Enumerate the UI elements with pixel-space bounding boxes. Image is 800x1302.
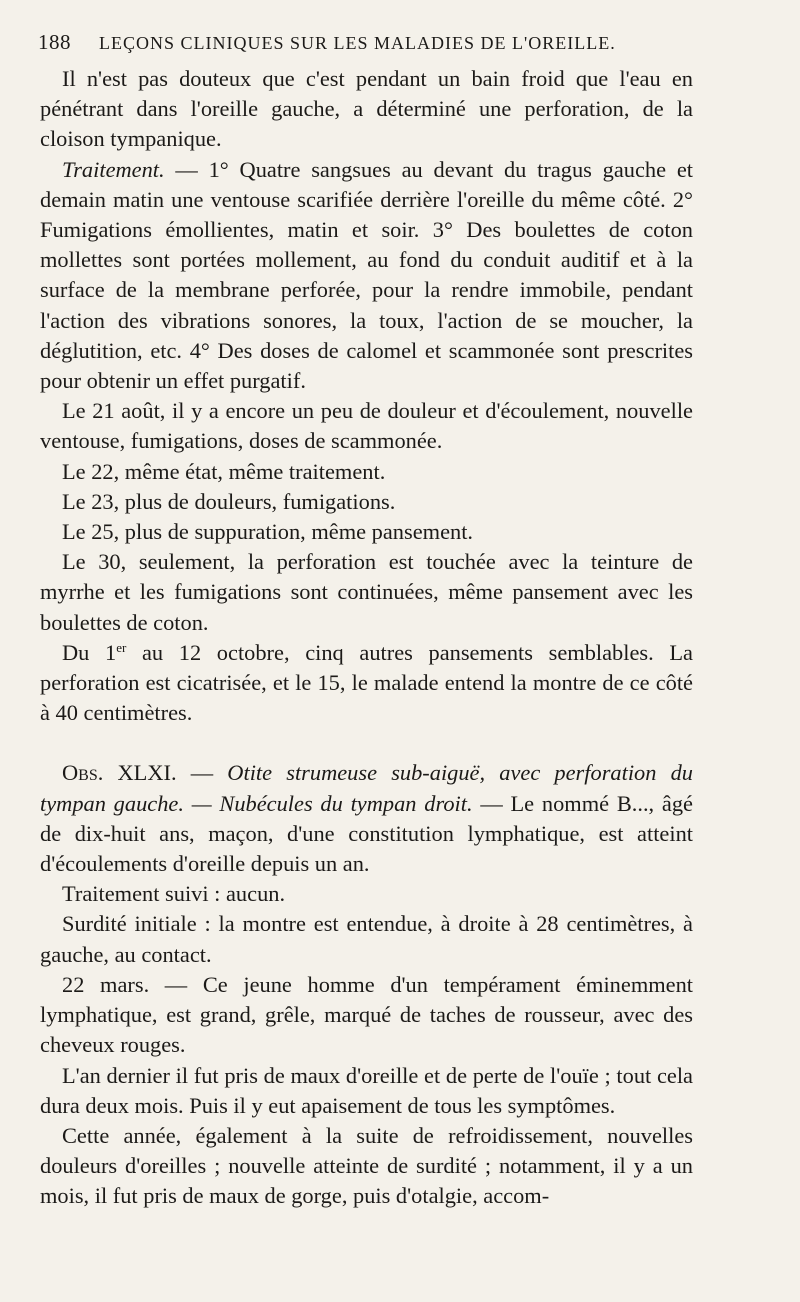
observation-dash: — <box>176 760 228 786</box>
paragraph-this-year: Cette année, également à la suite de refroidissement, nouvelles douleurs d'oreilles ; nouvelle atteinte de surdité ; notamment, il y a un mois, il fut pris de maux de gorge, puis d'otalgie, accom- <box>40 1122 693 1209</box>
paragraph-aug-25: Le 25, plus de suppuration, même pansement. <box>62 519 474 545</box>
paragraph-treatment <box>40 155 693 397</box>
observation-title: Otite strumeuse sub-aiguë, avec perforation du tympan gauche. — Nubécules du tympan droit. <box>40 760 693 816</box>
paragraph-october <box>40 638 693 729</box>
running-title: LEÇONS CLINIQUES SUR LES MALADIES DE L'OREILLE. <box>99 33 616 53</box>
observation-label: Obs. XLXI. <box>62 760 177 786</box>
paragraph-aug-23: Le 23, plus de douleurs, fumigations. <box>62 488 396 514</box>
page-body <box>40 64 693 1212</box>
observation-text: — Le nommé B..., âgé de dix-huit ans, maçon, d'une constitution lymphatique, est atteint d'écoulements d'oreille depuis un an. <box>40 790 693 877</box>
paragraph-treatment-followed: Traitement suivi : aucun. <box>62 881 286 907</box>
observation-heading-paragraph <box>40 758 693 879</box>
treatment-label: Traitement. <box>62 156 165 182</box>
treatment-text: — 1° Quatre sangsues au devant du tragus gauche et demain matin une ventouse scarifiée derrière l'oreille du même côté. 2° Fumigations émollientes, matin et soir. 3° Des boulettes de coton mollettes sont portées mollement, au fond du conduit auditif et à la surface de la membrane perforée, pour la rendre immobile, pendant l'action des vibrations sonores, la toux, l'action de se moucher, la déglutition, etc. 4° Des doses de calomel et scammonée sont prescrites pour obtenir un effet purgatif. <box>40 156 693 394</box>
paragraph-last-year: L'an dernier il fut pris de maux d'oreille et de perte de l'ouïe ; tout cela dura deux mois. Puis il y eut apaisement de tous les symptômes. <box>40 1062 693 1118</box>
paragraph-initial-deafness: Surdité initiale : la montre est entendue, à droite à 28 centimètres, à gauche, au contact. <box>40 911 693 967</box>
october-text-a: Du 1 <box>62 639 117 665</box>
october-text-b: au 12 octobre, cinq autres pansements semblables. La perforation est cicatrisée, et le 15, le malade entend la montre de ce côté à 40 centimètres. <box>40 639 693 726</box>
page-number: 188 <box>38 30 71 54</box>
running-header <box>38 30 758 55</box>
october-superscript: er <box>116 639 127 655</box>
paragraph-aug-21: Le 21 août, il y a encore un peu de douleur et d'écoulement, nouvelle ventouse, fumigations, doses de scammonée. <box>40 398 693 454</box>
paragraph-aug-30: Le 30, seulement, la perforation est touchée avec la teinture de myrrhe et les fumigations sont continuées, même pansement avec les boulettes de coton. <box>40 549 693 635</box>
paragraph-aug-22: Le 22, même état, même traitement. <box>62 458 386 484</box>
section-gap <box>40 728 693 758</box>
paragraph-intro: Il n'est pas douteux que c'est pendant un bain froid que l'eau en pénétrant dans l'oreille gauche, a déterminé une perforation, de la cloison tympanique. <box>40 66 693 152</box>
paragraph-march-22: 22 mars. — Ce jeune homme d'un tempérament éminemment lymphatique, est grand, grêle, marqué de taches de rousseur, avec des cheveux rouges. <box>40 971 693 1058</box>
